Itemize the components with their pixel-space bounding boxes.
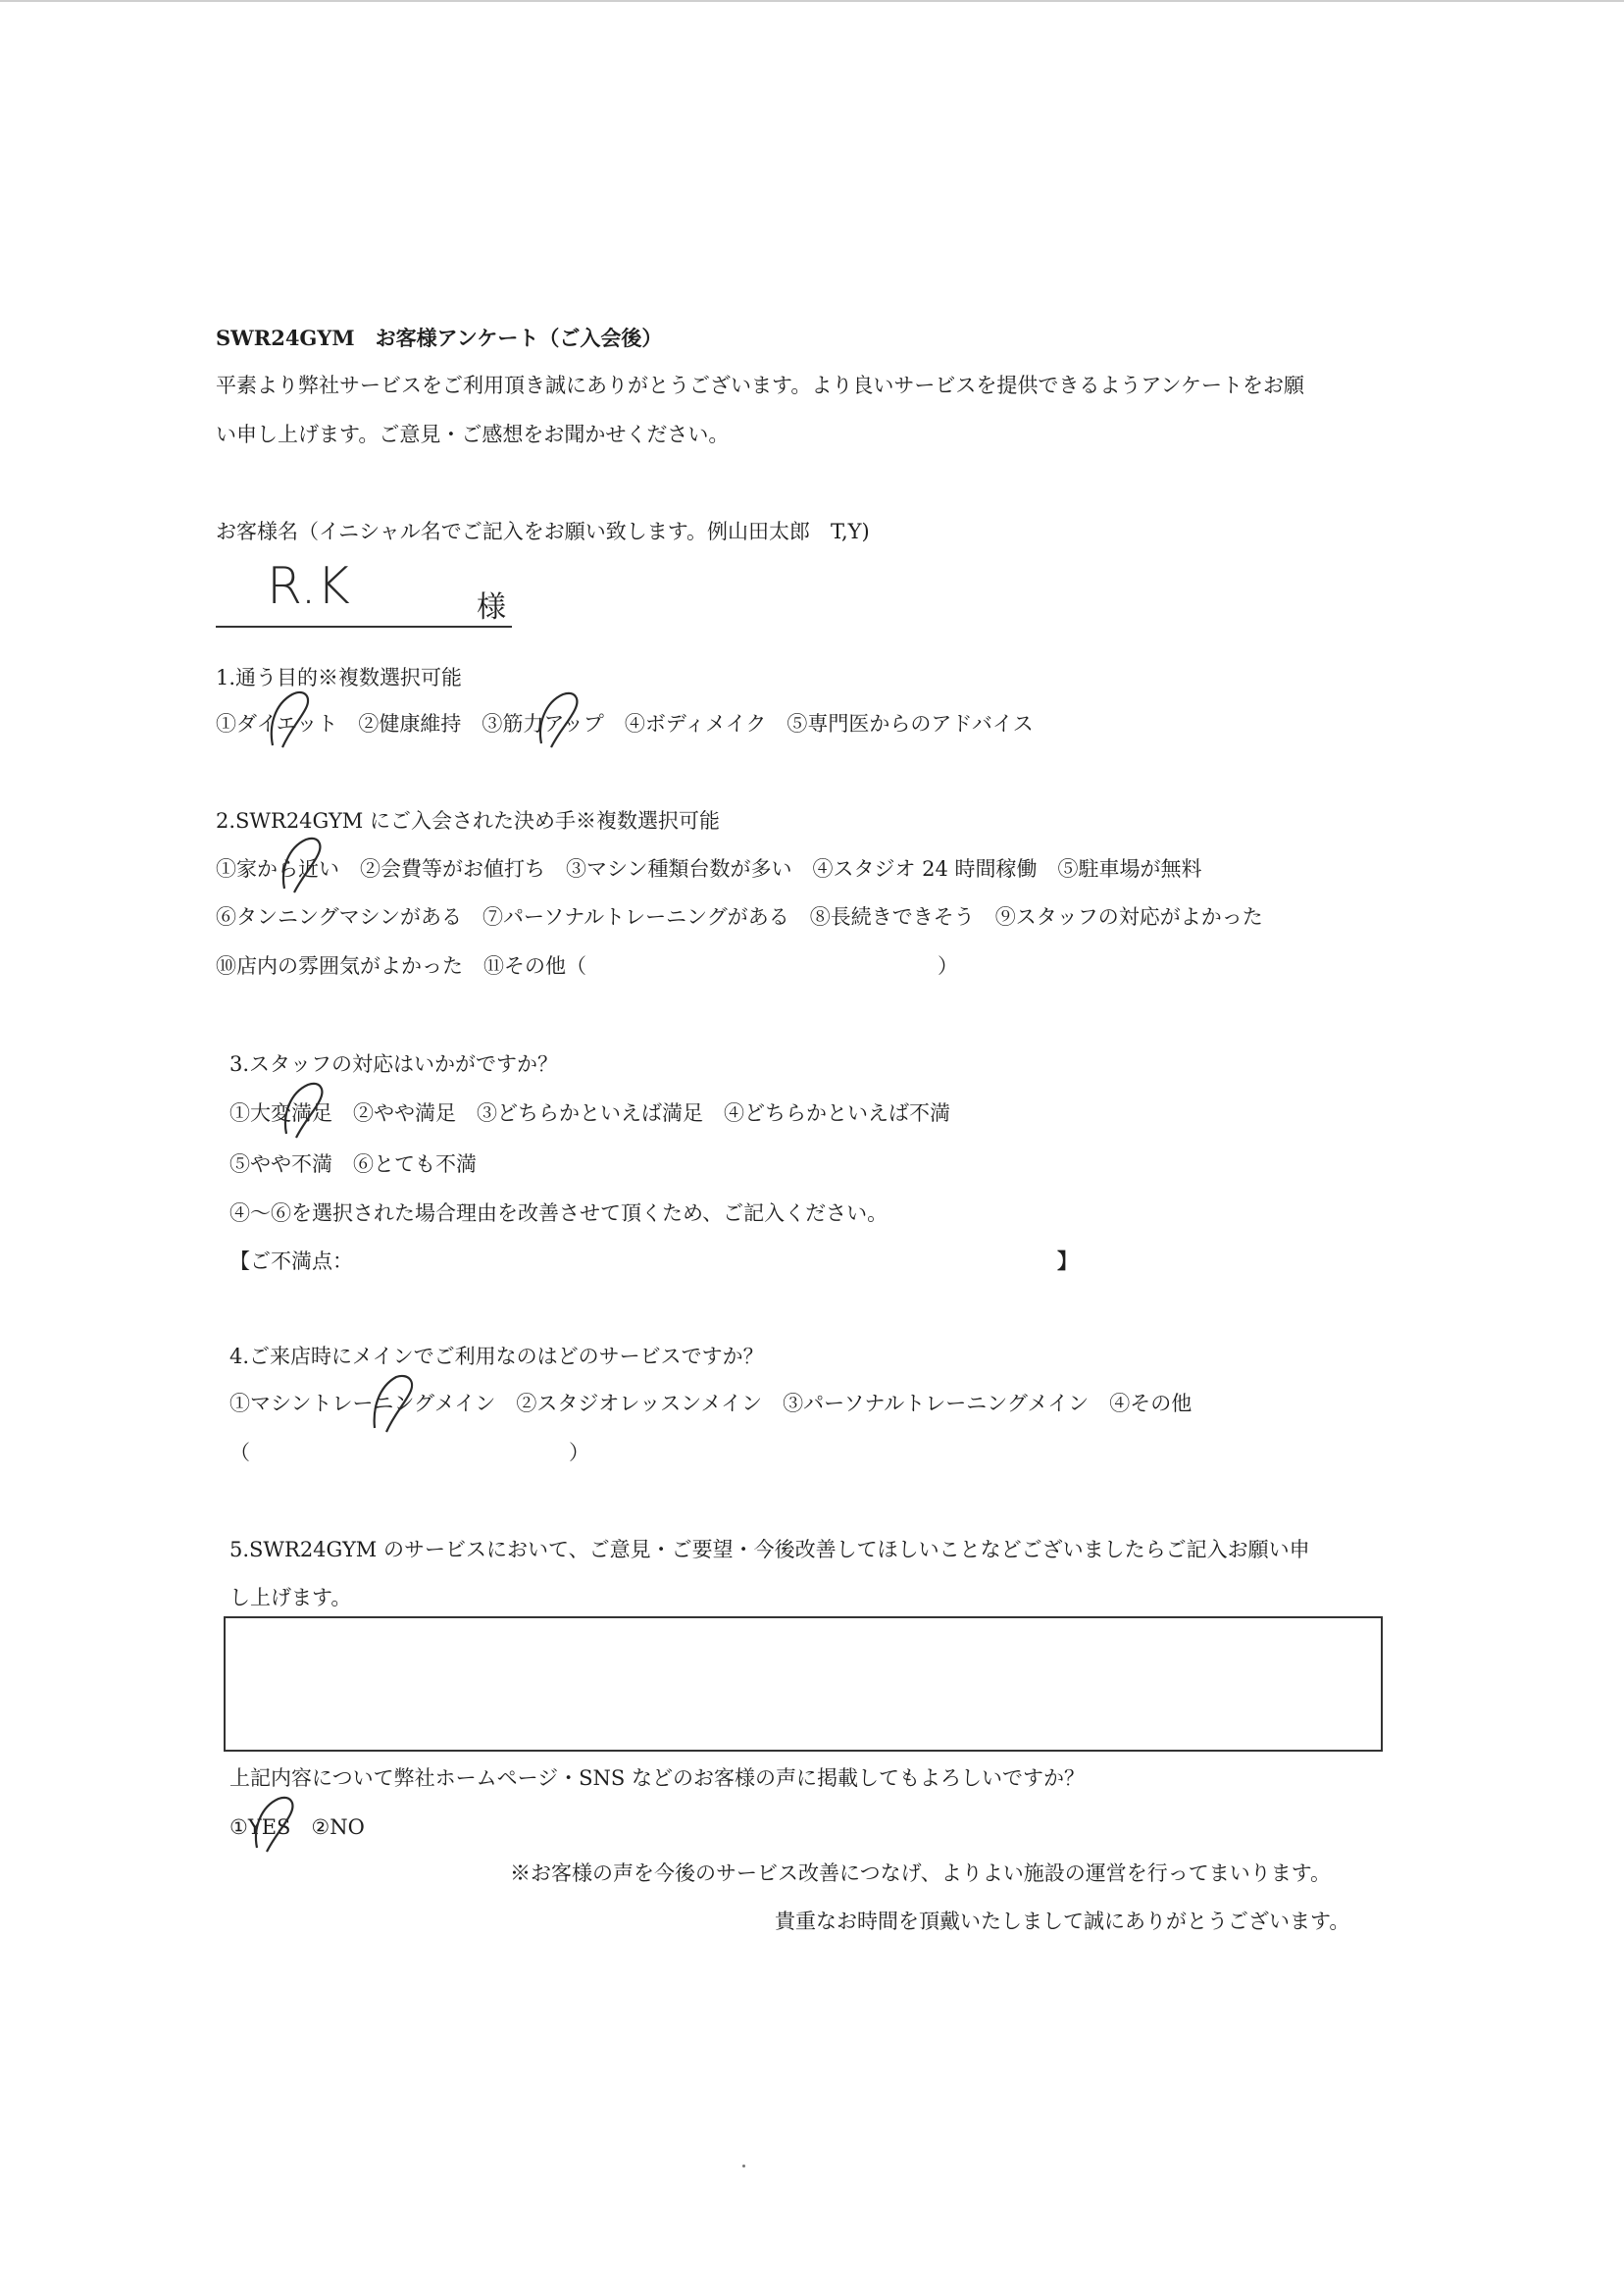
q1-options[interactable]: ①ダイエット ②健康維持 ③筋力アップ ④ボディメイク ⑤専門医からのアドバイス bbox=[216, 712, 1034, 736]
intro-line-2: い申し上げます。ご意見・ご感想をお聞かせください。 bbox=[216, 423, 730, 446]
q4-other-close-paren: ） bbox=[569, 1441, 589, 1464]
publish-options[interactable]: ①YES ②NO bbox=[229, 1815, 365, 1839]
q5-question-line-1: 5.SWR24GYM のサービスにおいて、ご意見・ご要望・今後改善してほしいことなどございましたらご記入お願い申 bbox=[229, 1538, 1310, 1561]
publish-question: 上記内容について弊社ホームページ・SNS などのお客様の声に掲載してもよろしいですか？ bbox=[229, 1766, 1085, 1790]
customer-name-label: お客様名（イニシャル名でご記入をお願い致します。例山田太郎 T,Y) bbox=[216, 520, 870, 543]
q4-option-1-selected-mark bbox=[365, 1369, 424, 1438]
publish-option-1-selected-mark bbox=[245, 1791, 304, 1860]
q2-question: 2.SWR24GYM にご入会された決め手※複数選択可能 bbox=[216, 809, 720, 833]
q2-options-line-3[interactable]: ⑩店内の雰囲気がよかった ⑪その他（ bbox=[216, 954, 586, 978]
q4-other-open-paren: （ bbox=[229, 1441, 250, 1464]
q3-option-1-selected-mark bbox=[275, 1077, 333, 1146]
q3-complaint-close: 】 bbox=[1057, 1249, 1078, 1273]
scan-edge bbox=[0, 0, 1624, 2]
q3-note: ④～⑥を選択された場合理由を改善させて頂くため、ご記入ください。 bbox=[229, 1201, 888, 1225]
q2-options-line-1[interactable]: ①家から近い ②会費等がお値打ち ③マシン種類台数が多い ④スタジオ 24 時間稼働 ⑤駐車場が無料 bbox=[216, 857, 1202, 881]
q5-question-line-2: し上げます。 bbox=[229, 1586, 352, 1609]
intro-line-1: 平素より弊社サービスをご利用頂き誠にありがとうございます。より良いサービスを提供できるようアンケートをお願 bbox=[216, 374, 1305, 397]
q2-options-line-2[interactable]: ⑥タンニングマシンがある ⑦パーソナルトレーニングがある ⑧長続きできそう ⑨スタッフの対応がよかった bbox=[216, 905, 1263, 929]
q4-question: 4.ご来店時にメインでご利用なのはどのサービスですか？ bbox=[229, 1345, 764, 1368]
q2-other-close-paren: ） bbox=[938, 954, 958, 978]
q3-options-line-2[interactable]: ⑤やや不満 ⑥とても不満 bbox=[229, 1152, 477, 1176]
customer-name-underline bbox=[216, 626, 512, 628]
q3-options-line-1[interactable]: ①大変満足 ②やや満足 ③どちらかといえば満足 ④どちらかといえば不満 bbox=[229, 1101, 950, 1125]
q1-option-3-selected-mark bbox=[530, 687, 588, 755]
scan-speck bbox=[742, 2165, 745, 2167]
footer-note-2: 貴重なお時間を頂戴いたしまして誠にありがとうございます。 bbox=[775, 1910, 1350, 1933]
q3-complaint-label[interactable]: 【ご不満点： bbox=[229, 1249, 353, 1273]
q3-question: 3.スタッフの対応はいかがですか？ bbox=[229, 1052, 559, 1076]
q1-question: 1.通う目的※複数選択可能 bbox=[216, 666, 463, 689]
honorific: 様 bbox=[477, 590, 506, 625]
q4-options[interactable]: ①マシントレーニングメイン ②スタジオレッスンメイン ③パーソナルトレーニングメイン ④その他 bbox=[229, 1392, 1193, 1415]
survey-title: SWR24GYM お客様アンケート（ご入会後） bbox=[216, 326, 663, 350]
footer-note-1: ※お客様の声を今後のサービス改善につなげ、よりよい施設の運営を行ってまいります。 bbox=[510, 1861, 1332, 1885]
customer-name-handwritten[interactable]: R.K bbox=[267, 557, 350, 616]
q5-answer-box[interactable] bbox=[224, 1616, 1383, 1752]
q1-option-2-selected-mark bbox=[263, 687, 322, 755]
q2-option-1-selected-mark bbox=[273, 832, 331, 900]
